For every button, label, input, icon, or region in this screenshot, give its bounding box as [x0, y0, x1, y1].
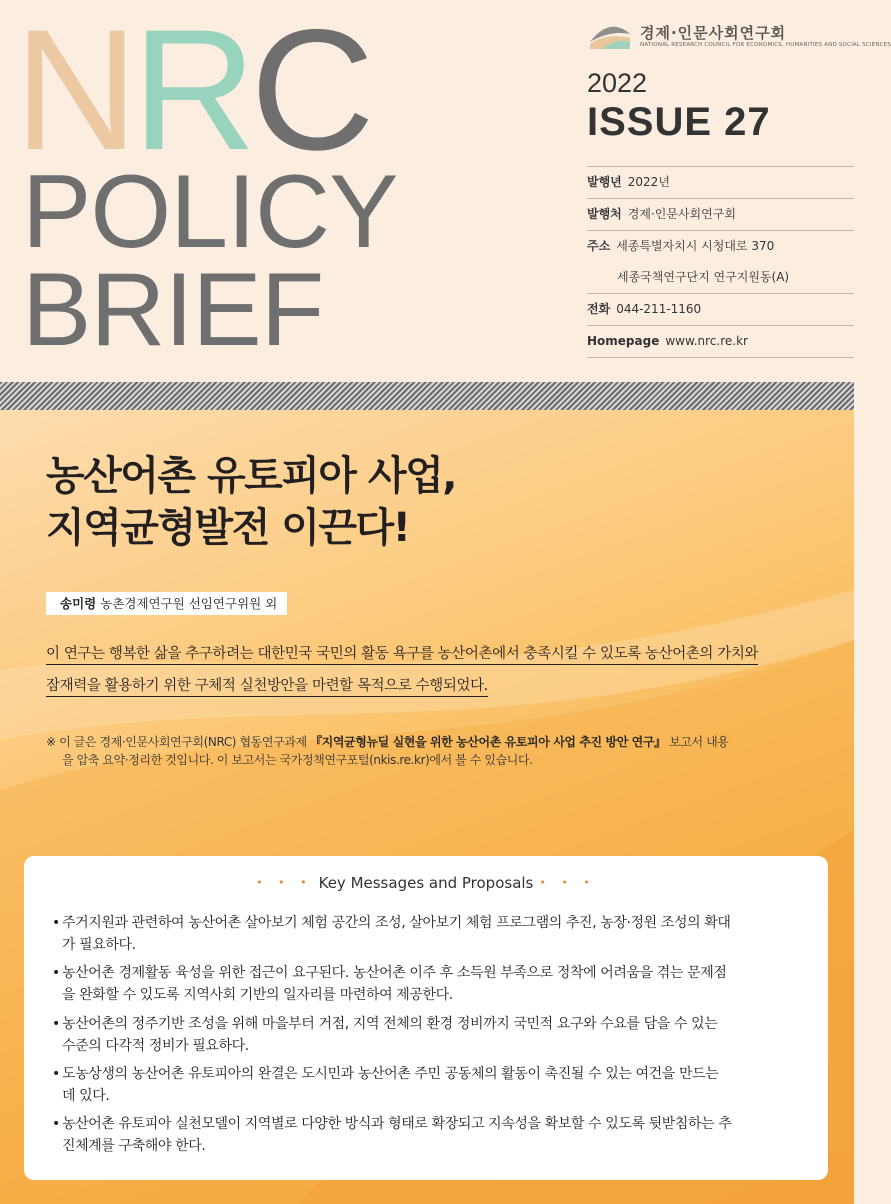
author-affiliation: 농촌경제연구원 선임연구위원 외 — [100, 596, 278, 611]
info-phone: 전화 044-211-1160 — [587, 293, 854, 325]
source-note: ※ 이 글은 경제·인문사회연구회(NRC) 협동연구과제 『지역균형뉴딜 실현을 위한 농산어촌 유토피아 사업 추진 방안 연구』 보고서 내용 을 압축 요약·정리한 것입니다. 이 보고서는 국가정책연구포털(nkis.re.kr)에서 볼 수 있습니다. — [46, 735, 729, 767]
logo-english-text: NATIONAL RESEARCH COUNCIL FOR ECONOMICS, HUMANITIES AND SOCIAL SCIENCES — [640, 42, 891, 48]
info-address: 주소 세종특별자치시 시청대로 370 — [587, 230, 854, 262]
key-message-item: • 도농상생의 농산어촌 유토피아의 완결은 도시민과 농산어촌 주민 공동체의 활동이 촉진될 수 있는 여건을 만드는 데 있다. — [52, 1063, 812, 1107]
hatch-divider — [0, 382, 854, 410]
masthead — [0, 0, 891, 382]
policy-wordmark: POLICY — [22, 154, 398, 270]
key-messages-heading: • • • Key Messages and Proposals • • • — [256, 874, 596, 892]
issue-year: 2022 — [587, 68, 648, 98]
nrc-wordmark: NRC — [14, 0, 369, 186]
info-homepage: Homepage www.nrc.re.kr — [587, 325, 854, 358]
article-summary: 이 연구는 행복한 삶을 추구하려는 대한민국 국민의 활동 욕구를 농산어촌에서 충족시킬 수 있도록 농산어촌의 가치와 잠재력을 활용하기 위한 구체적 실천방안을 마련할 목적으로 수행되었다. — [46, 638, 816, 702]
issue-number: ISSUE 27 — [587, 100, 771, 144]
publisher-logo — [588, 22, 891, 54]
brief-wordmark: BRIEF — [22, 252, 324, 368]
author-tag — [46, 592, 287, 615]
dots-right-icon: • • • — [539, 876, 596, 889]
key-message-item: • 농산어촌의 정주기반 조성을 위해 마을부터 거점, 지역 전체의 환경 정비까지 국민적 요구와 수요를 담을 수 있는 수준의 다각적 정비가 필요하다. — [52, 1013, 812, 1057]
homepage-link[interactable]: www.nrc.re.kr — [665, 334, 748, 348]
info-year: 발행년 2022년 — [587, 166, 854, 198]
info-address-line2: 세종국책연구단지 연구지원동(A) — [617, 270, 790, 284]
author-name: 송미령 — [60, 596, 97, 611]
article-title: 농산어촌 유토피아 사업, 지역균형발전 이끈다! — [46, 453, 456, 551]
dots-left-icon: • • • — [256, 876, 313, 889]
key-message-item: • 농산어촌 경제활동 육성을 위한 접근이 요구된다. 농산어촌 이주 후 소득원 부족으로 정착에 어려움을 겪는 문제점 을 완화할 수 있도록 지역사회 기반의 일자리를 마련하여 제공한다. — [52, 962, 812, 1006]
report-title: 『지역균형뉴딜 실현을 위한 농산어촌 유토피아 사업 추진 방안 연구』 — [310, 735, 666, 749]
key-messages-box — [24, 856, 828, 1180]
info-publisher: 발행처 경제·인문사회연구회 — [587, 198, 854, 230]
key-message-item: • 주거지원과 관련하여 농산어촌 살아보기 체험 공간의 조성, 살아보기 체험 프로그램의 추진, 농장·정원 조성의 확대 가 필요하다. — [52, 912, 812, 956]
key-message-item: • 농산어촌 유토피아 실천모델이 지역별로 다양한 방식과 형태로 확장되고 지속성을 확보할 수 있도록 뒷받침하는 추 진체계를 구축해야 한다. — [52, 1113, 812, 1157]
logo-korean-text: 경제·인문사회연구회 — [640, 24, 787, 42]
publication-info — [587, 166, 854, 358]
logo-mark-icon — [588, 22, 632, 50]
